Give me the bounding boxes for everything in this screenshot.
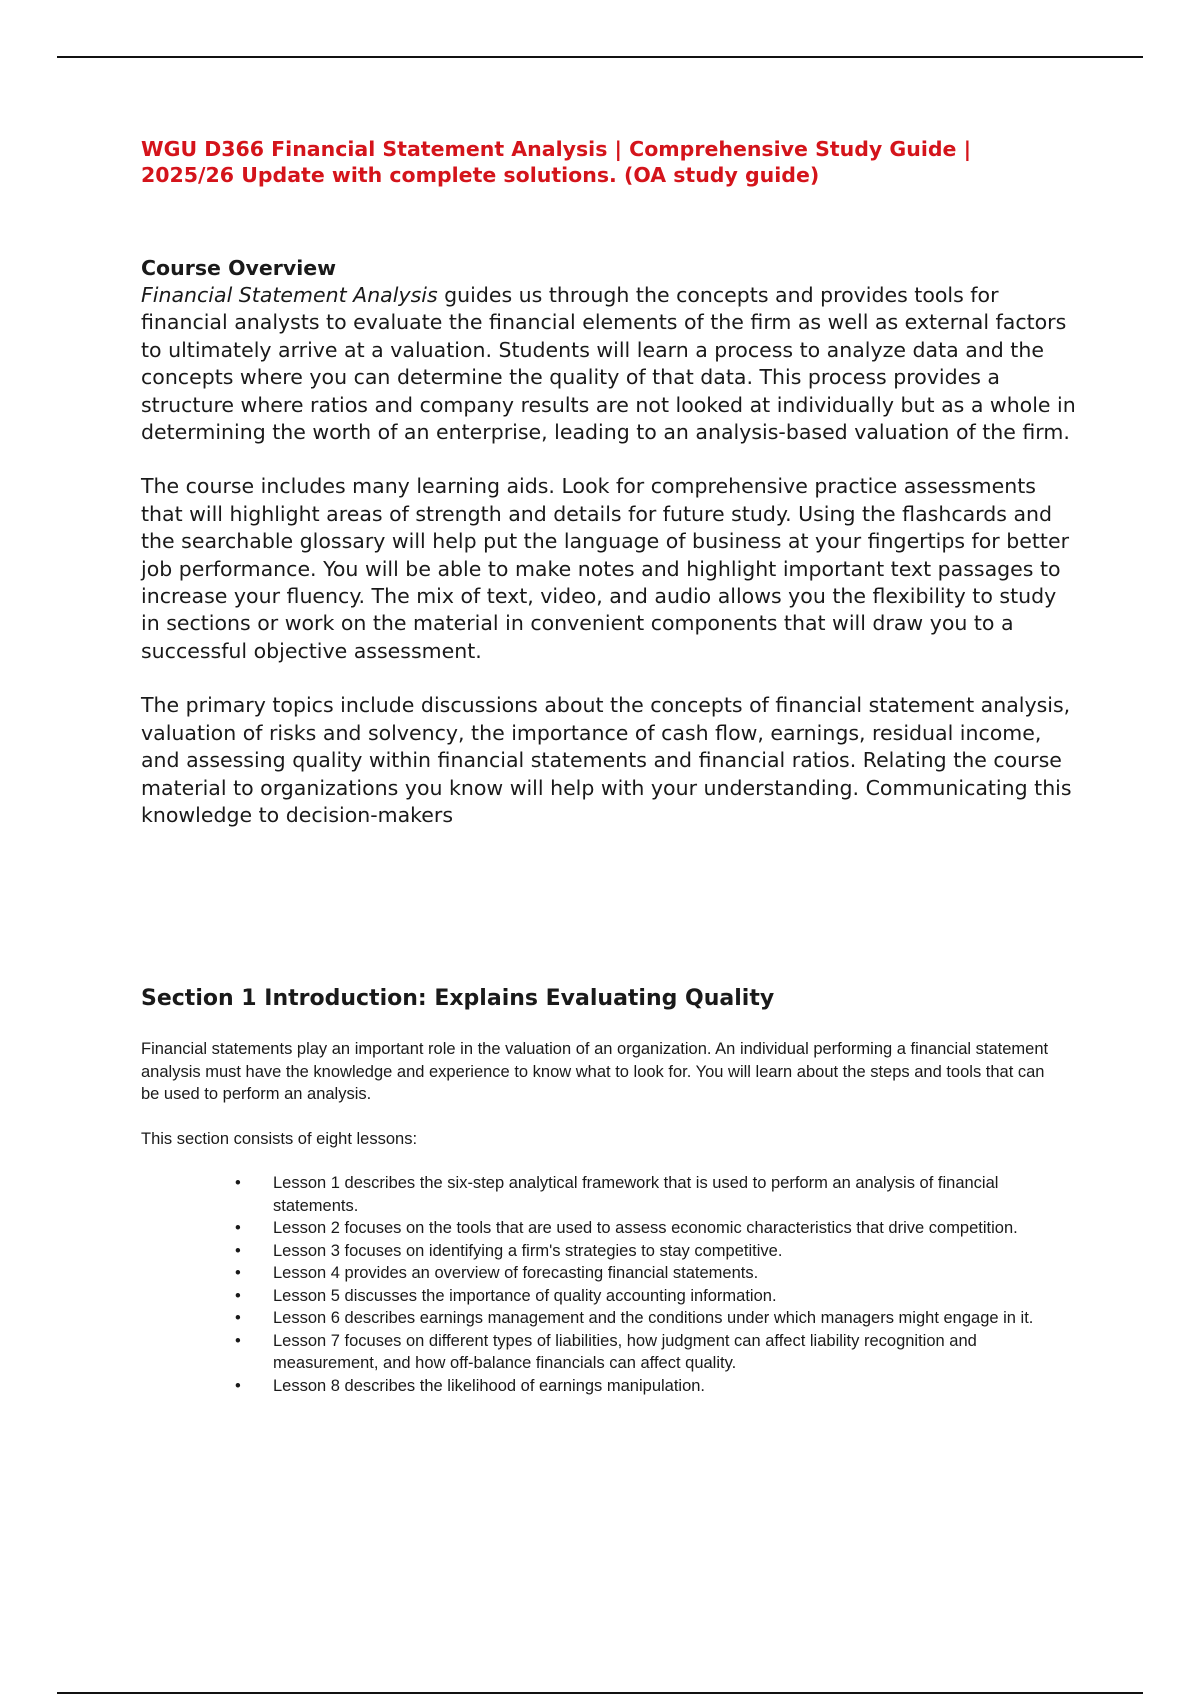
lesson-text: Lesson 4 provides an overview of forecasting financial statements. bbox=[273, 1264, 759, 1282]
lessons-intro: This section consists of eight lessons: bbox=[141, 1129, 418, 1148]
bullet-icon: • bbox=[235, 1174, 241, 1192]
overview-paragraph-1-text: guides us through the concepts and provides tools for financial analysts to evaluate the financial elements of the firm as well as external factors to ultimately arrive at a valuation. Students will learn a process to analyze data and the concepts where you can determine the quality of that data. This process provides a structure where ratios and company results are not looked at individually but as a whole in determining the worth of an enterprise, leading to an analysis-based valuation of the firm. bbox=[141, 283, 1076, 445]
lesson-list bbox=[141, 1172, 1066, 1397]
header-rule bbox=[57, 56, 1143, 58]
list-item bbox=[235, 1217, 1066, 1240]
list-item bbox=[235, 1240, 1066, 1263]
lesson-text: Lesson 3 focuses on identifying a firm's strategies to stay competitive. bbox=[273, 1241, 783, 1260]
document-title: WGU D366 Financial Statement Analysis | Comprehensive Study Guide | 2025/26 Update with complete solutions. (OA study guide) bbox=[141, 137, 972, 187]
bullet-icon: • bbox=[235, 1376, 241, 1395]
list-item bbox=[235, 1375, 1066, 1398]
bullet-icon: • bbox=[235, 1264, 241, 1282]
bullet-icon: • bbox=[235, 1286, 241, 1305]
bullet-icon: • bbox=[235, 1309, 241, 1327]
section-1-heading: Section 1 Introduction: Explains Evaluating Quality bbox=[141, 986, 775, 1011]
lesson-text: Lesson 1 describes the six-step analytical framework that is used to perform an analysis of financial statements. bbox=[273, 1174, 999, 1215]
bullet-icon: • bbox=[235, 1219, 241, 1237]
list-item bbox=[235, 1285, 1066, 1308]
section-1-body bbox=[141, 1038, 1066, 1397]
lesson-text: Lesson 8 describes the likelihood of earnings manipulation. bbox=[273, 1376, 706, 1395]
bullet-icon: • bbox=[235, 1331, 241, 1350]
section-1-intro: Financial statements play an important role in the valuation of an organization. An individual performing a financial statement analysis must have the knowledge and experience to know what to look for. You will learn about the steps and tools that can be used to perform an analysis. bbox=[141, 1040, 1049, 1103]
overview-paragraph-3: The primary topics include discussions about the concepts of financial statement analysis, valuation of risks and solvency, the importance of cash flow, earnings, residual income, and assessing quality within financial statements and financial ratios. Relating the course material to organizations you know will help with your understanding. Communicating this knowledge to decision-makers bbox=[141, 693, 1072, 827]
lesson-text: Lesson 5 discusses the importance of quality accounting information. bbox=[273, 1286, 777, 1305]
overview-paragraph-2: The course includes many learning aids. Look for comprehensive practice assessments that will highlight areas of strength and details for future study. Using the flashcards and the searchable glossary will help put the language of business at your fingertips for better job performance. You will be able to make notes and highlight important text passages to increase your fluency. The mix of text, video, and audio allows you the flexibility to study in sections or work on the material in convenient components that will draw you to a successful objective assessment. bbox=[141, 474, 1069, 663]
list-item bbox=[235, 1262, 1066, 1285]
lesson-text: Lesson 7 focuses on different types of liabilities, how judgment can affect liability recognition and measurement, and how off-balance financials can affect quality. bbox=[273, 1331, 977, 1372]
course-overview bbox=[141, 255, 1081, 856]
lesson-text: Lesson 2 focuses on the tools that are used to assess economic characteristics that drive competition. bbox=[273, 1219, 1018, 1237]
list-item bbox=[235, 1172, 1066, 1217]
lesson-text: Lesson 6 describes earnings management and the conditions under which managers might engage in it. bbox=[273, 1309, 1034, 1327]
course-overview-heading: Course Overview bbox=[141, 256, 337, 280]
bullet-icon: • bbox=[235, 1241, 241, 1260]
list-item bbox=[235, 1307, 1066, 1330]
list-item bbox=[235, 1330, 1066, 1375]
course-name-italic: Financial Statement Analysis bbox=[141, 283, 438, 307]
overview-paragraph-1 bbox=[141, 282, 1081, 446]
footer-rule bbox=[57, 1692, 1143, 1694]
